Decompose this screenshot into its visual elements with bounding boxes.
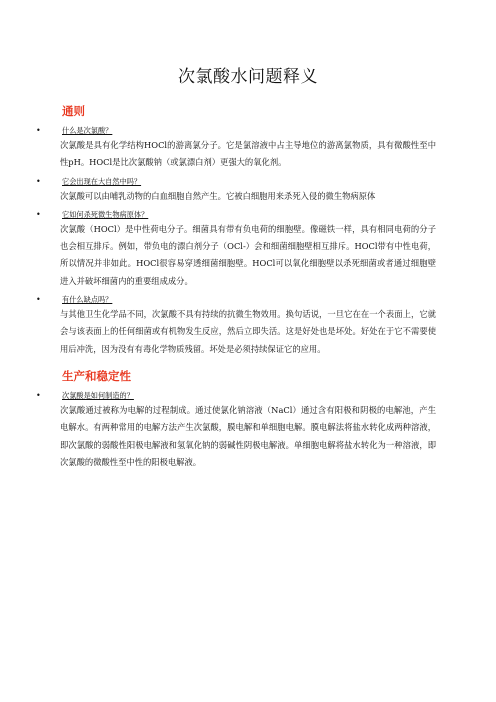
question [36,176,436,188]
answer: 与其他卫生化学品不同，次氯酸不具有持续的抗微生物效用。换句话说，一旦它在在一个表面上，它就会与该表面上的任何细菌或有机物发生反应，然后立即失活。这是好处也是坏处。好处在于它不需要使用后冲洗，因为没有有毒化学物质残留。坏处是必须持续保证它的应用。 [60,309,436,354]
answer: 次氯酸（HOCl）是中性荷电分子。细菌具有带有负电荷的细胞壁。像磁铁一样，具有相同电荷的分子也会相互排斥。例如，带负电的漂白剂分子（OCl-）会和细菌细胞壁相互排斥。HOCl带有中性电荷，所以情况并非如此。HOCl很容易穿透细菌细胞壁。HOCl可以氧化细胞壁以杀死细菌或者通过细胞壁进入并破坏细菌内的重要组成成分。 [60,223,436,286]
bullet-icon: • [36,295,41,305]
qa-item [36,125,436,172]
question [36,390,436,402]
section-heading: 生产和稳定性 [62,368,131,383]
qa-item [36,209,436,290]
section-production-stability [36,368,436,471]
question-text[interactable]: 它如何杀死微生物病原体？ [62,209,149,219]
bullet-icon: • [36,176,41,186]
question-text[interactable]: 什么是次氯酸？ [62,126,113,135]
question [36,125,436,137]
question [36,209,436,221]
qa-item [36,294,436,358]
section-general [36,103,436,358]
bullet-icon: • [36,209,41,219]
section-heading: 通则 [62,104,85,118]
question [36,294,436,306]
page-title: 次氯酸水问题释义 [178,67,318,87]
question-text[interactable]: 有什么缺点吗？ [62,295,113,305]
answer: 次氯酸是具有化学结构HOCl的游离氯分子。它是氯溶液中占主导地位的游离氯物质，具有微酸性至中性pH。HOCl是比次氯酸钠（或氯漂白剂）更强大的氧化剂。 [60,140,436,168]
qa-item [36,176,436,205]
answer: 次氯酸通过被称为电解的过程制成。通过使氯化钠溶液（NaCl）通过含有阳极和阴极的电解池，产生电解水。有两种常用的电解方法产生次氯酸，膜电解和单细胞电解。膜电解法将盐水转化成两种溶液，即次氯酸的弱酸性阳极电解液和氢氧化钠的弱碱性阴极电解液。单细胞电解将盐水转化为一种溶液，即次氯酸的微酸性至中性的阳极电解液。 [60,404,436,467]
question-text[interactable]: 它会出现在大自然中吗？ [62,176,142,186]
question-text[interactable]: 次氯酸是如何制造的？ [62,390,134,400]
qa-item [36,390,436,471]
answer: 次氯酸可以由哺乳动物的白血细胞自然产生。它被白细胞用来杀死入侵的微生物病原体 [60,190,376,201]
bullet-icon: • [36,126,41,135]
bullet-icon: • [36,390,41,400]
